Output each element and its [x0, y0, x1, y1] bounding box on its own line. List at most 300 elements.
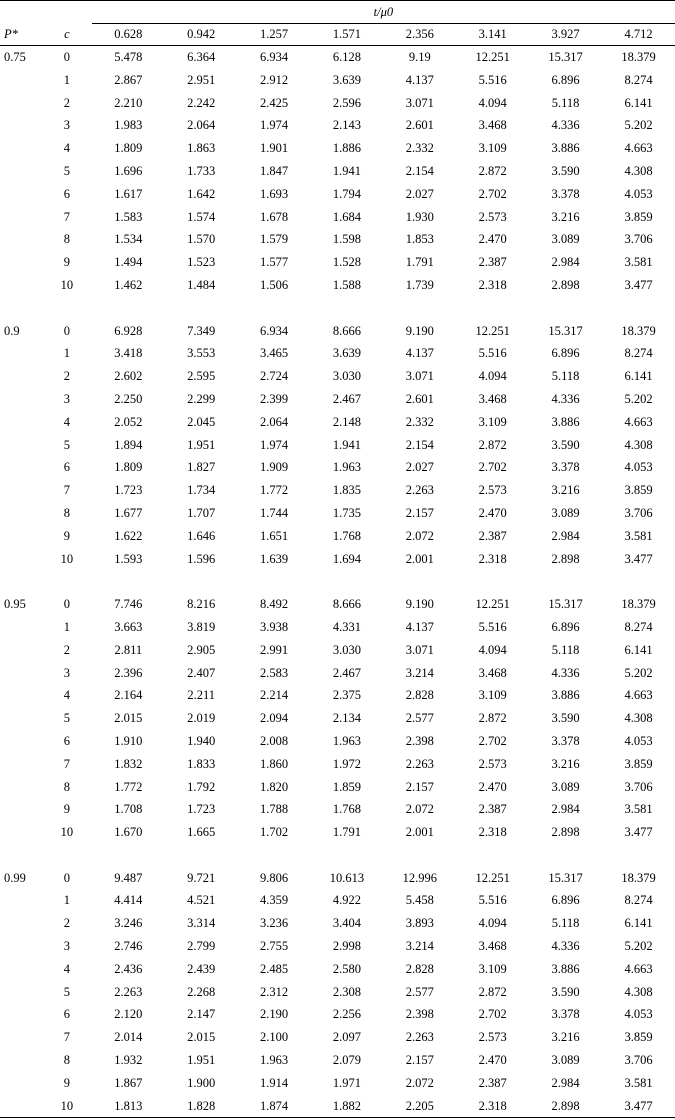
table-cell: 1.847 [259, 163, 289, 178]
p-star-cell [0, 502, 42, 525]
table-cell: 1.577 [259, 255, 289, 270]
table-cell: 3.071 [405, 642, 434, 657]
c-value-cell: 6 [63, 460, 71, 475]
table-cell: 3.030 [332, 369, 361, 384]
table-cell: 8.492 [259, 597, 289, 612]
table-cell: 3.477 [624, 551, 653, 566]
table-cell: 1.583 [114, 209, 143, 224]
table-cell: 3.418 [114, 346, 143, 361]
table-cell: 4.414 [114, 893, 143, 908]
table-cell: 1.886 [332, 141, 361, 156]
table-cell: 1.833 [187, 756, 216, 771]
table-cell: 2.250 [114, 391, 143, 406]
group-spacer-row [0, 844, 675, 867]
group-spacer-cell [0, 570, 675, 593]
c-value-cell: 10 [42, 1095, 92, 1118]
table-cell: 2.746 [114, 939, 143, 954]
table-cell: 2.602 [114, 369, 143, 384]
table-cell: 2.164 [114, 688, 143, 703]
table-cell: 4.053 [624, 1007, 653, 1022]
table-cell: 2.425 [259, 95, 289, 110]
table-cell: 9.806 [259, 870, 289, 885]
p-star-header: P* [0, 24, 42, 46]
table-cell: 2.396 [114, 665, 143, 680]
c-value-cell: 4 [63, 688, 71, 703]
table-cell: 4.336 [551, 939, 580, 954]
c-value-cell: 8 [63, 232, 71, 247]
table-cell: 4.308 [624, 984, 653, 999]
table-cell: 3.886 [551, 961, 580, 976]
table-cell: 1.588 [332, 277, 361, 292]
table-cell: 2.079 [332, 1053, 361, 1068]
table-cell: 3.109 [478, 688, 507, 703]
c-value-cell: 7 [63, 1030, 71, 1045]
table-cell: 4.137 [405, 72, 434, 87]
table-row [0, 912, 675, 935]
c-value-cell: 3 [63, 118, 71, 133]
p-star-cell [0, 1072, 42, 1095]
table-cell: 2.332 [405, 414, 434, 429]
p-star-cell [0, 958, 42, 981]
table-cell: 1.983 [114, 118, 143, 133]
table-cell: 12.251 [475, 870, 510, 885]
table-cell: 1.639 [259, 551, 289, 566]
table-cell: 5.202 [624, 391, 653, 406]
table-cell: 6.141 [624, 642, 653, 657]
table-cell: 2.984 [551, 1075, 580, 1090]
table-cell: 2.702 [478, 186, 507, 201]
table-row [0, 46, 675, 69]
table-cell: 3.236 [259, 916, 289, 931]
table-cell: 2.724 [259, 369, 289, 384]
c-value-cell: 5 [63, 711, 71, 726]
table-row [0, 183, 675, 206]
p-star-cell [0, 251, 42, 274]
c-value-cell: 5 [63, 437, 71, 452]
p-star-cell [0, 730, 42, 753]
table-cell: 2.154 [405, 437, 434, 452]
table-cell: 1.651 [259, 528, 289, 543]
table-row [0, 935, 675, 958]
table-cell: 1.835 [332, 483, 361, 498]
table-cell: 5.516 [478, 72, 507, 87]
c-value-cell: 8 [63, 779, 71, 794]
table-cell: 3.089 [551, 505, 580, 520]
table-cell: 1.791 [332, 825, 361, 840]
p-star-cell: 0.99 [4, 870, 26, 885]
p-star-cell [0, 798, 42, 821]
table-cell: 7.349 [187, 323, 216, 338]
table-cell: 1.941 [332, 437, 361, 452]
table-cell: 1.574 [187, 209, 216, 224]
p-star-cell [0, 707, 42, 730]
c-value-cell: 0 [63, 870, 71, 885]
table-cell: 2.595 [187, 369, 216, 384]
p-star-cell [0, 411, 42, 434]
c-value-cell: 1 [63, 72, 71, 87]
table-row [0, 798, 675, 821]
table-cell: 2.015 [187, 1030, 216, 1045]
table-cell: 1.788 [259, 802, 289, 817]
table-cell: 1.733 [187, 163, 216, 178]
table-cell: 2.470 [478, 779, 507, 794]
table-row [0, 456, 675, 479]
group-spacer-row [0, 297, 675, 320]
table-cell: 1.827 [187, 460, 216, 475]
table-cell: 1.860 [259, 756, 289, 771]
table-cell: 2.387 [478, 528, 507, 543]
table-cell: 2.052 [114, 414, 143, 429]
c-value-cell: 8 [63, 1053, 71, 1068]
c-value-cell: 8 [63, 505, 71, 520]
table-cell: 5.516 [478, 346, 507, 361]
table-cell: 2.387 [478, 255, 507, 270]
table-cell: 2.147 [187, 1007, 216, 1022]
table-cell: 2.211 [187, 688, 215, 703]
table-cell: 2.984 [551, 255, 580, 270]
table-cell: 3.030 [332, 642, 361, 657]
table-cell: 3.886 [551, 141, 580, 156]
table-cell: 4.308 [624, 163, 653, 178]
table-cell: 2.242 [187, 95, 216, 110]
table-cell: 2.828 [405, 961, 434, 976]
c-value-cell: 9 [63, 1075, 71, 1090]
table-cell: 1.932 [114, 1053, 143, 1068]
t-value-header: 0.628 [92, 24, 165, 46]
table-cell: 2.577 [405, 984, 434, 999]
table-cell: 2.984 [551, 802, 580, 817]
c-value-cell: 6 [63, 186, 71, 201]
table-cell: 1.940 [187, 733, 216, 748]
table-cell: 4.308 [624, 437, 653, 452]
p-star-cell [0, 92, 42, 115]
table-cell: 1.622 [114, 528, 143, 543]
table-cell: 15.317 [548, 50, 583, 64]
table-cell: 2.398 [405, 1007, 434, 1022]
table-cell: 8.274 [624, 619, 653, 634]
table-cell: 2.872 [478, 437, 507, 452]
table-cell: 2.045 [187, 414, 216, 429]
table-row [0, 730, 675, 753]
table-cell: 4.663 [624, 414, 653, 429]
table-cell: 12.996 [402, 870, 437, 885]
c-value-cell: 4 [63, 141, 71, 156]
table-cell: 5.516 [478, 619, 507, 634]
table-cell: 2.064 [187, 118, 216, 133]
table-cell: 2.573 [478, 756, 507, 771]
table-row [0, 342, 675, 365]
c-value-cell: 9 [63, 802, 71, 817]
table-cell: 7.746 [114, 597, 143, 612]
table-cell: 2.898 [551, 551, 580, 566]
table-cell: 3.590 [551, 984, 580, 999]
table-cell: 3.089 [551, 1053, 580, 1068]
table-cell: 1.462 [114, 277, 143, 292]
table-cell: 2.190 [259, 1007, 289, 1022]
table-cell: 3.886 [551, 688, 580, 703]
table-cell: 3.886 [551, 414, 580, 429]
c-value-cell: 7 [63, 209, 71, 224]
table-cell: 6.896 [551, 346, 580, 361]
table-row [0, 889, 675, 912]
table-cell: 1.684 [332, 209, 361, 224]
table-cell: 9.190 [405, 323, 434, 338]
table-cell: 2.210 [114, 95, 143, 110]
table-cell: 2.214 [259, 688, 289, 703]
table-row [0, 160, 675, 183]
table-cell: 4.053 [624, 186, 653, 201]
table-cell: 1.528 [332, 255, 361, 270]
table-cell: 3.378 [551, 186, 580, 201]
p-star-cell [0, 228, 42, 251]
table-cell: 3.465 [259, 346, 289, 361]
table-cell: 3.938 [259, 619, 289, 634]
t-value-header: 0.942 [165, 24, 238, 46]
table-cell: 2.905 [187, 642, 216, 657]
table-cell: 3.216 [551, 209, 580, 224]
table-cell: 3.378 [551, 1007, 580, 1022]
c-value-cell: 3 [63, 939, 71, 954]
table-cell: 3.404 [332, 916, 361, 931]
table-cell: 12.251 [475, 323, 510, 338]
table-cell: 6.141 [624, 369, 653, 384]
table-cell: 4.094 [478, 916, 507, 931]
table-cell: 2.951 [187, 72, 216, 87]
table-cell: 2.263 [405, 756, 434, 771]
table-cell: 10.613 [329, 870, 365, 885]
table-cell: 15.317 [548, 870, 583, 885]
table-cell: 1.813 [92, 1095, 165, 1118]
table-row [0, 1049, 675, 1072]
table-cell: 6.364 [187, 50, 216, 64]
p-star-cell: 0.75 [4, 50, 26, 64]
t-value-header: 3.141 [456, 24, 529, 46]
c-value-cell: 5 [63, 984, 71, 999]
table-cell: 3.214 [405, 665, 434, 680]
table-cell: 18.379 [621, 50, 656, 64]
table-cell: 2.154 [405, 163, 434, 178]
table-cell: 2.001 [405, 825, 434, 840]
table-cell: 2.134 [332, 711, 361, 726]
header-spacer-p [0, 1, 42, 24]
table-cell: 2.573 [478, 1030, 507, 1045]
c-value-cell: 6 [63, 1007, 71, 1022]
p-star-cell: 0.95 [4, 597, 26, 612]
p-star-cell [0, 479, 42, 502]
table-cell: 3.819 [187, 619, 216, 634]
table-cell: 2.120 [114, 1007, 143, 1022]
table-cell: 1.867 [114, 1075, 143, 1090]
table-cell: 1.723 [114, 483, 143, 498]
table-cell: 6.896 [551, 893, 580, 908]
table-cell: 3.663 [114, 619, 143, 634]
p-star-cell [0, 365, 42, 388]
table-cell: 2.318 [456, 1095, 529, 1118]
table-cell: 3.089 [551, 779, 580, 794]
table-cell: 3.590 [551, 163, 580, 178]
table-cell: 2.019 [187, 711, 216, 726]
table-cell: 2.148 [332, 414, 361, 429]
table-cell: 2.872 [478, 711, 507, 726]
table-cell: 8.274 [624, 893, 653, 908]
t-value-header: 3.927 [529, 24, 602, 46]
table-cell: 2.407 [187, 665, 216, 680]
table-cell: 6.928 [114, 323, 143, 338]
t-value-header: 2.356 [383, 24, 456, 46]
p-star-cell [0, 912, 42, 935]
table-cell: 2.898 [551, 825, 580, 840]
c-value-cell: 3 [63, 391, 71, 406]
p-star-cell [0, 388, 42, 411]
table-cell: 2.157 [405, 1053, 434, 1068]
table-cell: 1.859 [332, 779, 361, 794]
table-cell: 2.898 [529, 1095, 602, 1118]
table-cell: 1.702 [259, 825, 289, 840]
table-cell: 1.974 [259, 118, 289, 133]
table-cell: 2.263 [114, 984, 143, 999]
table-cell: 3.859 [624, 209, 653, 224]
c-value-cell: 2 [63, 642, 71, 657]
p-star-cell [0, 456, 42, 479]
table-row [0, 92, 675, 115]
table-cell: 5.118 [551, 916, 580, 931]
table-header [0, 1, 675, 46]
c-value-cell: 3 [63, 665, 71, 680]
table-cell: 2.470 [478, 505, 507, 520]
header-row-columns [0, 24, 675, 46]
table-cell: 1.506 [259, 277, 289, 292]
table-cell: 4.137 [405, 346, 434, 361]
p-star-cell [0, 662, 42, 685]
table-cell: 1.914 [259, 1075, 289, 1090]
table-cell: 3.581 [624, 802, 653, 817]
table-cell: 1.974 [259, 437, 289, 452]
table-row [0, 776, 675, 799]
table-cell: 1.772 [114, 779, 143, 794]
table-cell: 3.590 [551, 437, 580, 452]
table-cell: 4.663 [624, 141, 653, 156]
table-cell: 1.596 [187, 551, 216, 566]
table-cell: 1.593 [114, 551, 143, 566]
table-cell: 2.467 [332, 391, 361, 406]
table-row [0, 411, 675, 434]
table-cell: 4.137 [405, 619, 434, 634]
table-cell: 2.702 [478, 733, 507, 748]
table-cell: 2.984 [551, 528, 580, 543]
table-row [0, 137, 675, 160]
table-cell: 15.317 [548, 597, 583, 612]
table-cell: 3.378 [551, 460, 580, 475]
table-cell: 3.581 [624, 1075, 653, 1090]
table-cell: 1.794 [332, 186, 361, 201]
c-value-cell: 10 [60, 277, 74, 292]
p-star-cell [0, 342, 42, 365]
header-row-group [0, 1, 675, 24]
table-cell: 2.072 [405, 528, 434, 543]
table-cell: 2.828 [405, 688, 434, 703]
table-cell: 1.772 [259, 483, 289, 498]
table-cell: 1.863 [187, 141, 216, 156]
table-cell: 1.484 [187, 277, 216, 292]
table-cell: 2.256 [332, 1007, 361, 1022]
table-cell: 2.318 [478, 551, 507, 566]
c-value-cell: 1 [63, 346, 71, 361]
table-row [0, 548, 675, 571]
table-cell: 3.468 [478, 391, 507, 406]
table-row [0, 388, 675, 411]
table-cell: 2.072 [405, 802, 434, 817]
table-cell: 9.190 [405, 597, 434, 612]
table-cell: 4.663 [624, 688, 653, 703]
table-row [0, 684, 675, 707]
c-header: c [42, 24, 92, 46]
header-spacer-c [42, 1, 92, 24]
table-cell: 1.579 [259, 232, 289, 247]
table-cell: 9.721 [187, 870, 216, 885]
table-cell: 2.398 [405, 733, 434, 748]
table-cell: 1.951 [187, 1053, 216, 1068]
table-cell: 3.859 [624, 1030, 653, 1045]
table-row [0, 662, 675, 685]
table-cell: 1.768 [332, 802, 361, 817]
t-value-header: 1.571 [310, 24, 383, 46]
table-cell: 2.014 [114, 1030, 143, 1045]
p-star-cell [0, 821, 42, 844]
p-star-cell [0, 1049, 42, 1072]
table-cell: 3.706 [624, 232, 653, 247]
table-cell: 3.378 [551, 733, 580, 748]
table-cell: 4.521 [187, 893, 216, 908]
table-cell: 1.809 [114, 460, 143, 475]
table-cell: 1.930 [405, 209, 434, 224]
p-star-cell [0, 981, 42, 1004]
table-cell: 3.639 [332, 346, 361, 361]
table-cell: 5.516 [478, 893, 507, 908]
table-cell: 2.580 [332, 961, 361, 976]
table-cell: 4.053 [624, 460, 653, 475]
table-cell: 2.702 [478, 1007, 507, 1022]
table-cell: 4.053 [624, 733, 653, 748]
p-star-cell [0, 160, 42, 183]
table-cell: 2.157 [405, 779, 434, 794]
table-cell: 8.216 [187, 597, 216, 612]
p-star-cell [0, 69, 42, 92]
table-cell: 2.205 [383, 1095, 456, 1118]
table-cell: 2.094 [259, 711, 289, 726]
table-cell: 2.318 [478, 277, 507, 292]
table-cell: 1.570 [187, 232, 216, 247]
table-cell: 2.912 [259, 72, 289, 87]
table-cell: 2.263 [405, 1030, 434, 1045]
table-cell: 1.523 [187, 255, 216, 270]
table-cell: 4.922 [332, 893, 361, 908]
table-cell: 1.882 [310, 1095, 383, 1118]
table-cell: 1.792 [187, 779, 216, 794]
group-spacer-row [0, 570, 675, 593]
table-cell: 2.027 [405, 460, 434, 475]
table-cell: 4.663 [624, 961, 653, 976]
p-star-cell [0, 684, 42, 707]
table-cell: 1.678 [259, 209, 289, 224]
table-cell: 3.216 [551, 1030, 580, 1045]
table-row [0, 206, 675, 229]
table-cell: 2.577 [405, 711, 434, 726]
table-cell: 2.263 [405, 483, 434, 498]
c-value-cell: 4 [63, 414, 71, 429]
t-mu-group-label: t/μ0 [92, 1, 675, 24]
table-cell: 1.972 [332, 756, 361, 771]
table-cell: 2.583 [259, 665, 289, 680]
